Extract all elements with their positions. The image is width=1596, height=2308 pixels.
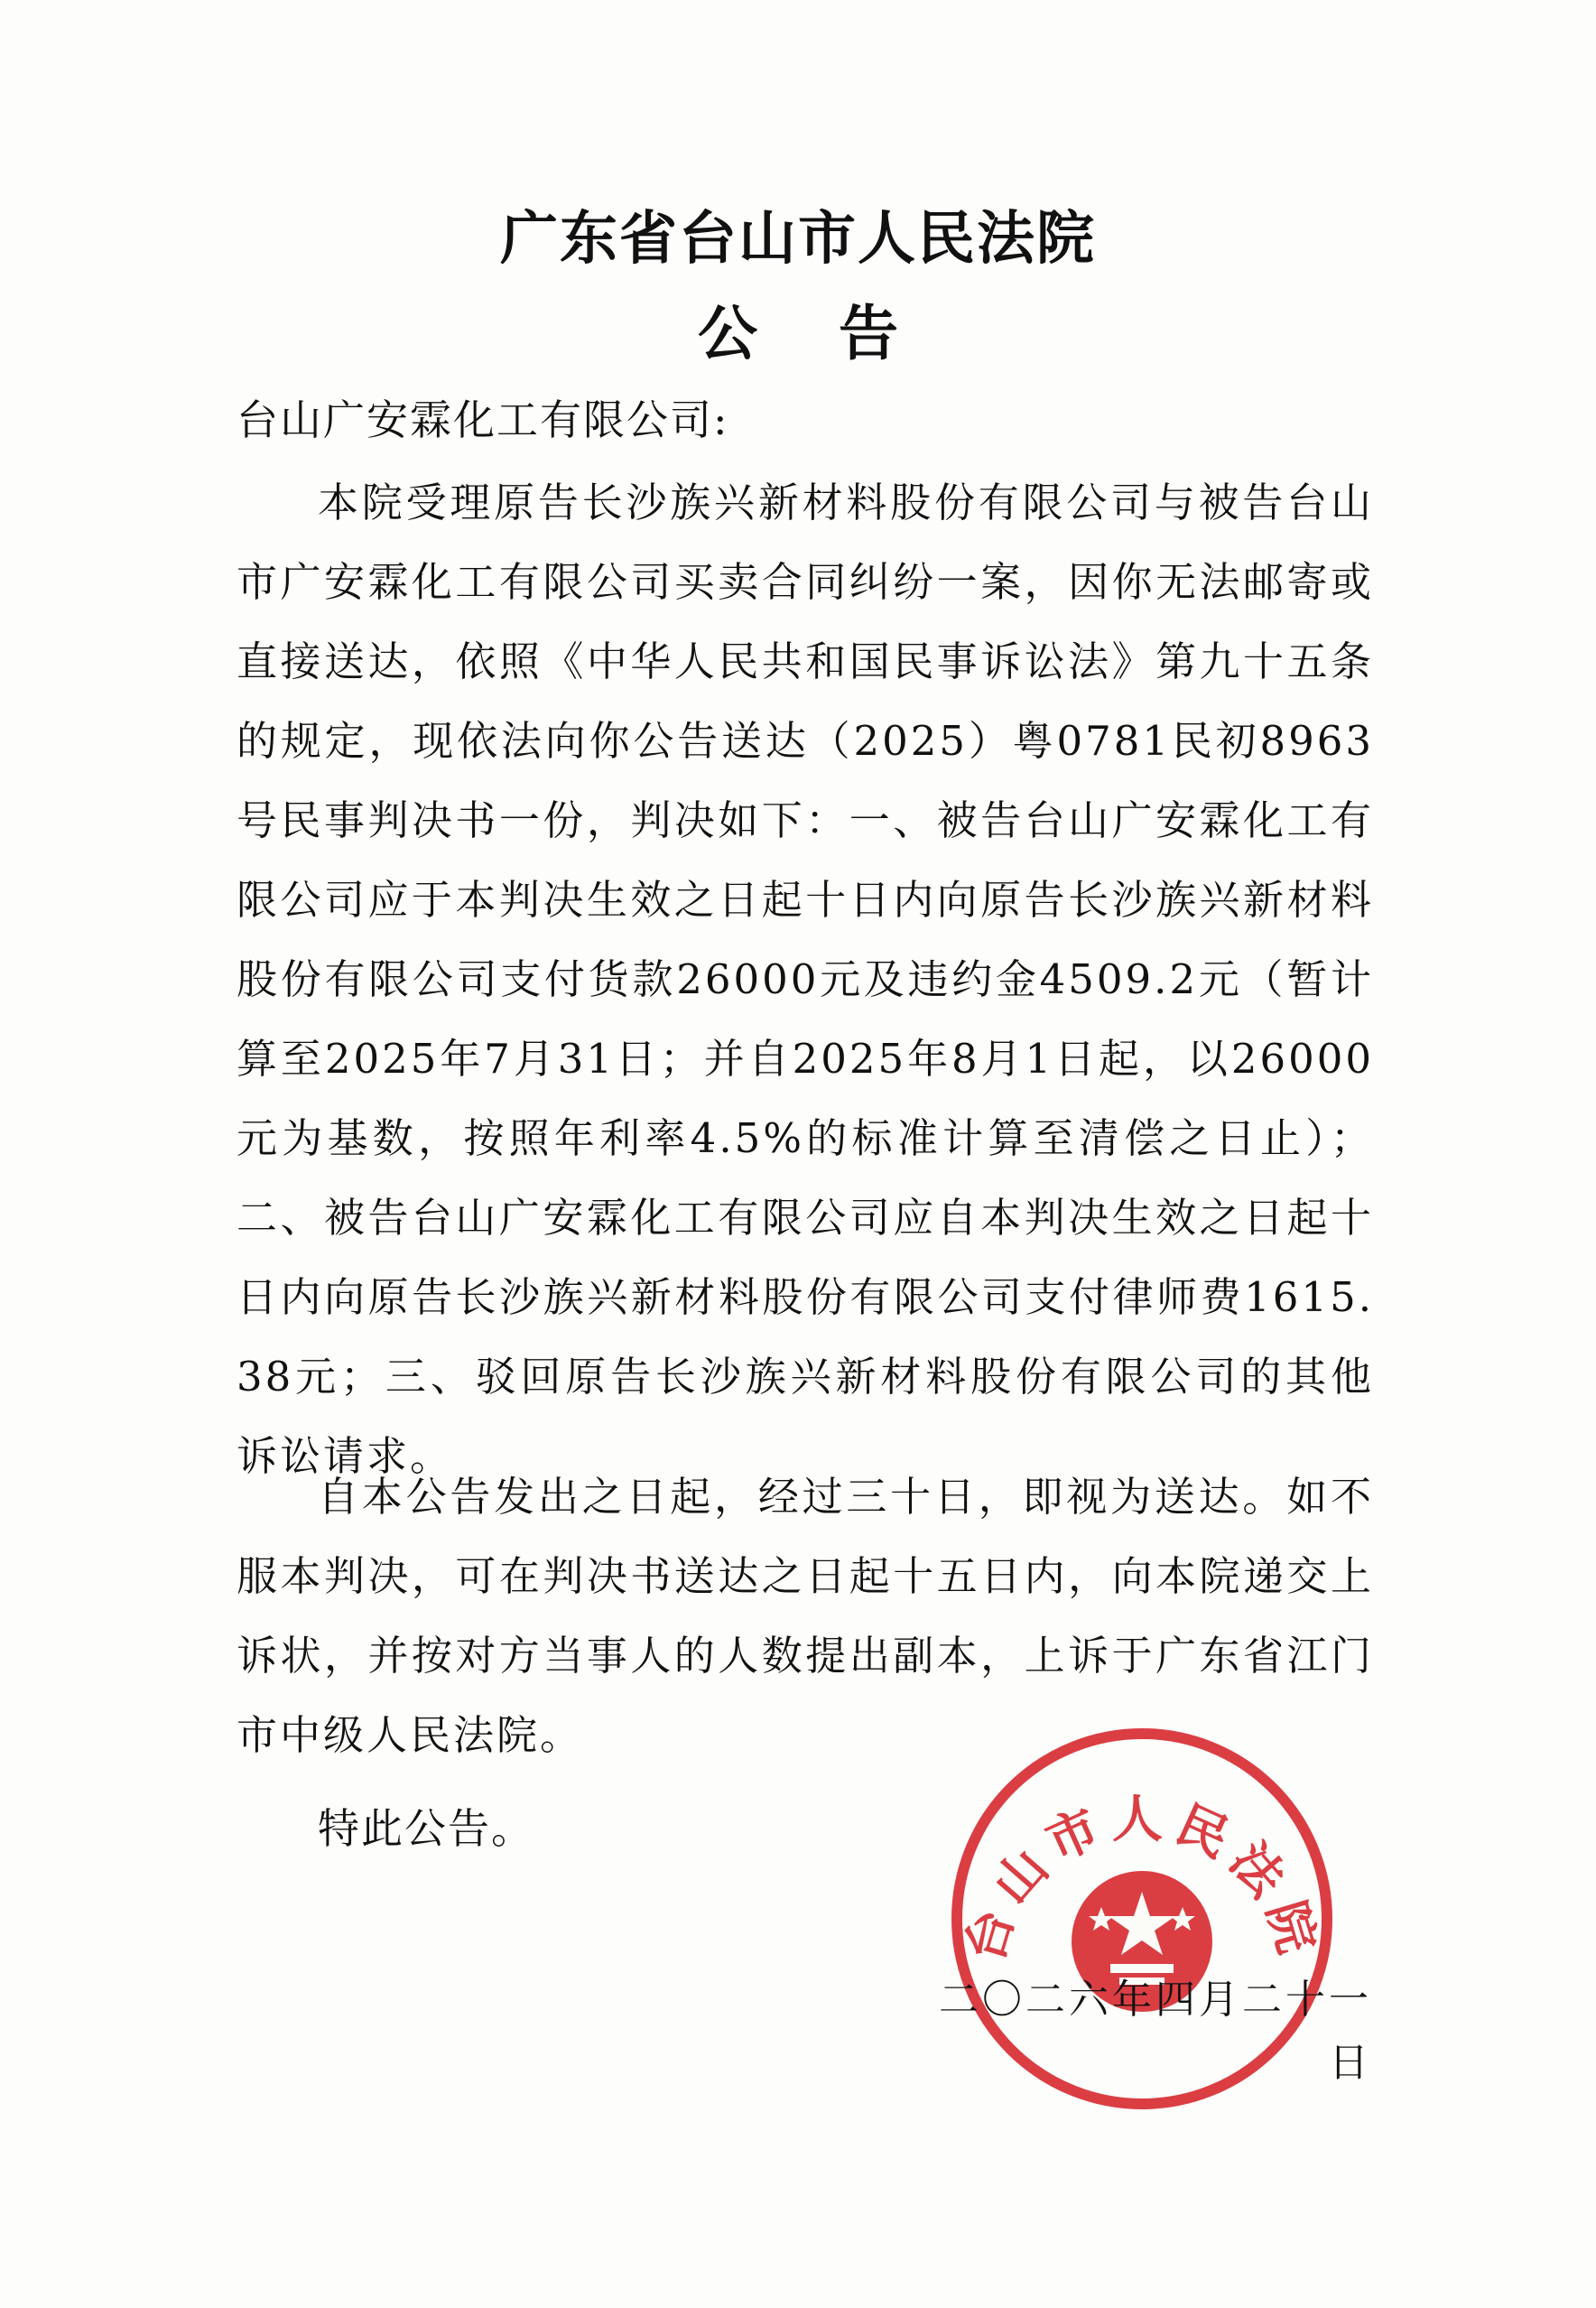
document-date: 二〇二六年四月二十一日 <box>939 1977 1372 2086</box>
document-type-title: 公告 <box>698 299 979 368</box>
closing-statement: 特此公告。 <box>318 1804 534 1853</box>
service-notice-paragraph: 自本公告发出之日起，经过三十日，即视为送达。如不服本判决，可在判决书送达之日起十五日内，向本院递交上诉状，并按对方当事人的人数提出副本，上诉于广东省江门市中级人民法院。 <box>237 1473 1374 1759</box>
court-name-title: 广东省台山市人民法院 <box>500 206 1096 273</box>
judgment-paragraph: 本院受理原告长沙族兴新材料股份有限公司与被告台山市广安霖化工有限公司买卖合同纠纷一案，因你无法邮寄或直接送达，依照《中华人民共和国民事诉讼法》第九十五条的规定，现依法向你公告送达（2025）粤0781民初8963号民事判决书一份，判决如下：一、被告台山广安霖化工有限公司应于本判决生效之日起十日内向原告长沙族兴新材料股份有限公司支付货款26000元及违约金4509.2元（暂计算至2025年7月31日；并自2025年8月1日起，以26000元为基数，按照年利率4.5%的标准计算至清偿之日止）；二、被告台山广安霖化工有限公司应自本判决生效之日起十日内向原告长沙族兴新材料股份有限公司支付律师费1615.38元；三、驳回原告长沙族兴新材料股份有限公司的其他诉讼请求。 <box>237 479 1374 1480</box>
seal-text: 台山市人民法院 <box>954 1790 1330 1969</box>
addressee: 台山广安霖化工有限公司: <box>237 396 729 444</box>
